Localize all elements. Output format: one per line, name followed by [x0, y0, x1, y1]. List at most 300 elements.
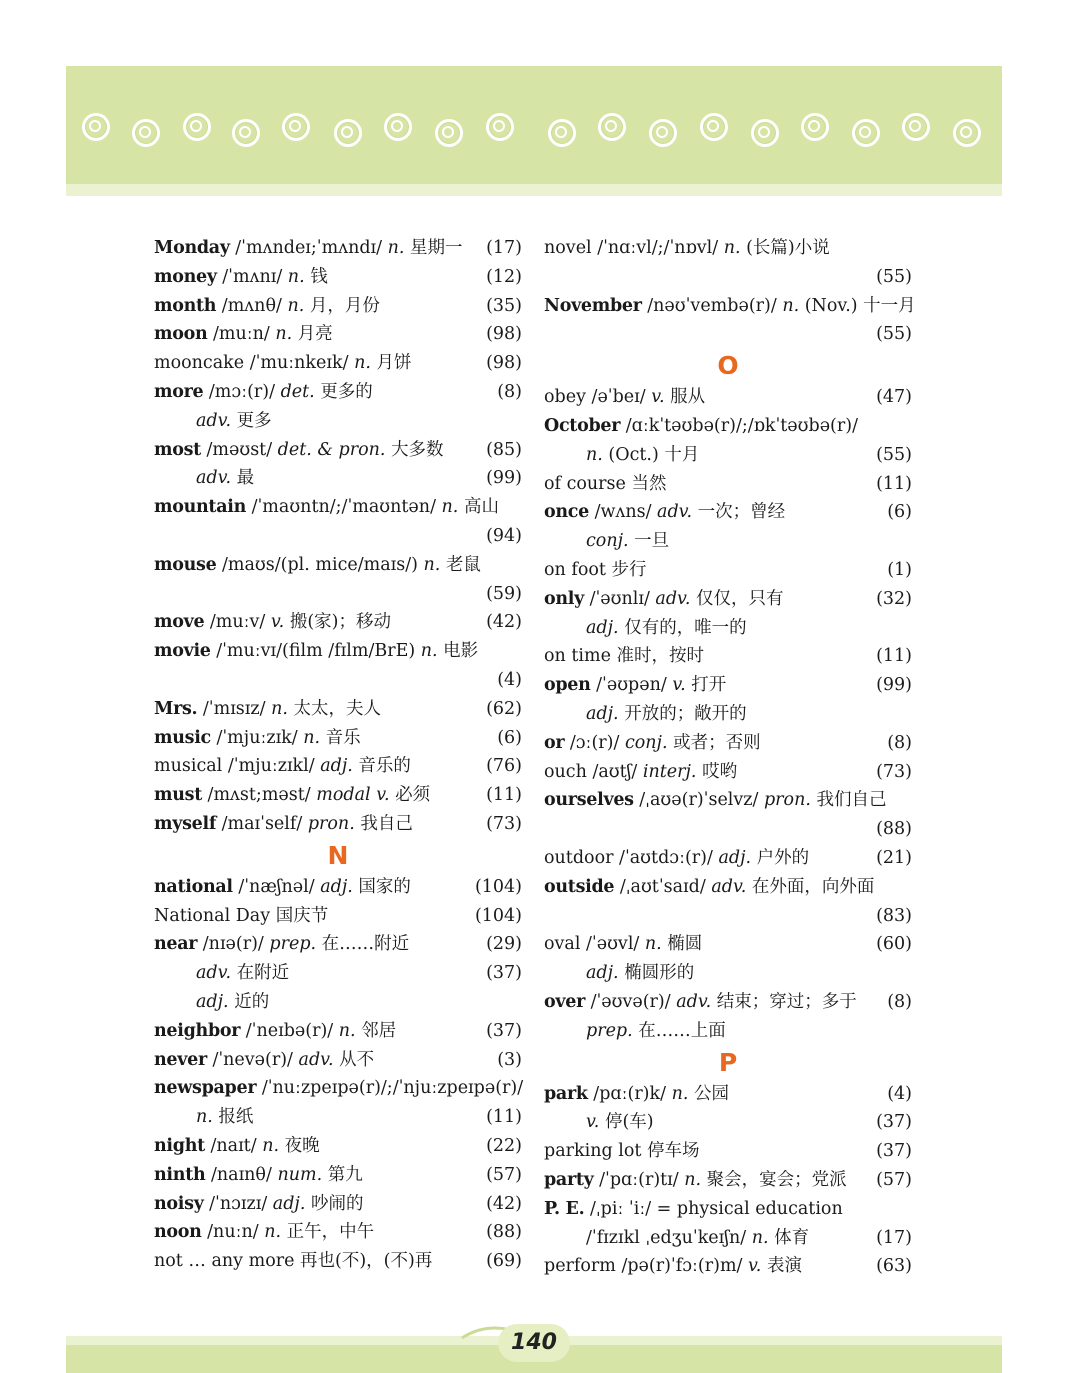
entry-part-of-speech: n.	[423, 554, 441, 575]
dictionary-entry	[154, 580, 522, 609]
page-reference: (6)	[887, 502, 912, 523]
dictionary-entry	[544, 1108, 912, 1137]
dictionary-entry	[544, 930, 912, 959]
entry-text	[154, 873, 411, 902]
page-reference: (99)	[486, 468, 522, 489]
entry-text	[544, 729, 761, 758]
entry-text	[154, 349, 411, 378]
entry-headword: Mrs.	[154, 698, 198, 719]
page-reference: (8)	[497, 381, 522, 402]
entry-part-of-speech: adv.	[196, 468, 232, 489]
dictionary-entry	[544, 498, 912, 527]
entry-body: /ˈpɑː(r)tɪ/	[593, 1169, 685, 1190]
dictionary-entry	[544, 263, 912, 292]
entry-gloss: 或者；否则	[667, 732, 761, 753]
entry-text	[544, 988, 857, 1017]
dictionary-entry	[154, 551, 522, 580]
entry-gloss: 开放的；敞开的	[618, 703, 747, 724]
entry-text	[544, 930, 702, 959]
entry-part-of-speech: adj.	[586, 963, 619, 984]
dictionary-entry	[154, 959, 522, 988]
entry-part-of-speech: n.	[354, 353, 371, 374]
entry-gloss: 公园	[688, 1083, 729, 1104]
entry-gloss: 夜晚	[279, 1135, 320, 1156]
dictionary-entry	[154, 1190, 522, 1219]
entry-text	[154, 810, 413, 839]
entry-part-of-speech: n.	[684, 1169, 702, 1190]
dictionary-entry	[544, 642, 912, 671]
entry-part-of-speech: prep.	[586, 1020, 633, 1041]
entry-part-of-speech: n.	[338, 1020, 356, 1041]
entry-part-of-speech: adv.	[655, 588, 691, 609]
dictionary-entry	[154, 752, 522, 781]
entry-headword: neighbor	[154, 1020, 241, 1041]
entry-part-of-speech: conj.	[624, 732, 668, 753]
dictionary-entry	[544, 758, 912, 787]
entry-headword: P. E.	[544, 1198, 585, 1219]
entry-part-of-speech: det.	[280, 381, 315, 402]
page-reference: (37)	[876, 1141, 912, 1162]
ring-icon	[334, 119, 362, 147]
entry-part-of-speech: n.	[196, 1107, 213, 1128]
entry-body: perform /pə(r)ˈfɔː(r)m/	[544, 1256, 748, 1277]
dictionary-entry	[544, 902, 912, 931]
dictionary-entry	[154, 464, 522, 493]
entry-gloss: 必须	[389, 785, 431, 806]
page-reference: (98)	[486, 324, 522, 345]
entry-body: musical /ˈmjuːzɪkl/	[154, 756, 321, 777]
dictionary-entry	[154, 493, 522, 522]
entry-text	[544, 234, 830, 263]
dictionary-entry	[544, 556, 912, 585]
dictionary-entry	[154, 695, 522, 724]
page-reference: (104)	[474, 876, 522, 897]
entry-headword: move	[154, 612, 205, 633]
entry-text	[586, 1224, 809, 1253]
dictionary-entry	[544, 1080, 912, 1109]
entry-text	[154, 608, 391, 637]
entry-gloss: 仅仅，只有	[690, 588, 784, 609]
entry-part-of-speech: adv.	[657, 502, 693, 523]
entry-headword: myself	[154, 813, 217, 834]
entry-part-of-speech: det. & pron.	[277, 439, 386, 460]
entry-part-of-speech: n.	[751, 1227, 769, 1248]
dictionary-entry	[154, 1074, 522, 1103]
entry-body: outdoor /ˈaʊtdɔː(r)/	[544, 847, 719, 868]
entry-gloss: 我自己	[354, 813, 413, 834]
page-reference: (11)	[486, 1107, 522, 1128]
entry-text	[544, 1166, 847, 1195]
entry-part-of-speech: adv.	[676, 991, 712, 1012]
entry-gloss: 更多的	[314, 381, 373, 402]
entry-headword: party	[544, 1169, 594, 1190]
entry-headword: near	[154, 934, 198, 955]
entry-gloss: 第九	[322, 1164, 363, 1185]
entry-part-of-speech: n.	[303, 727, 321, 748]
page-reference: (76)	[486, 756, 522, 777]
entry-gloss: 服从	[664, 387, 706, 408]
dictionary-entry	[154, 407, 522, 436]
entry-headword: national	[154, 876, 233, 897]
entry-gloss: 从不	[333, 1049, 375, 1070]
dictionary-entry	[154, 1103, 522, 1132]
dictionary-entry	[544, 786, 912, 815]
entry-gloss: 报纸	[212, 1107, 254, 1128]
entry-part-of-speech: prep.	[269, 934, 317, 955]
entry-body: /naɪt/	[204, 1135, 263, 1156]
entry-part-of-speech: v.	[270, 612, 285, 633]
dictionary-entry	[154, 1046, 522, 1075]
entry-text	[154, 320, 333, 349]
page-reference: (8)	[887, 991, 912, 1012]
dictionary-entry	[544, 470, 912, 499]
entry-gloss: 在……附近	[316, 934, 410, 955]
page-reference: (99)	[876, 675, 912, 696]
dictionary-entry	[544, 1166, 912, 1195]
entry-headword: moon	[154, 324, 208, 345]
entry-gloss: 在外面，向外面	[746, 876, 875, 897]
entry-part-of-speech: n.	[387, 238, 405, 258]
entry-headword: park	[544, 1083, 588, 1104]
dictionary-entry	[544, 383, 912, 412]
entry-part-of-speech: adv.	[196, 963, 232, 984]
page-reference: (47)	[876, 387, 912, 408]
entry-gloss: 哎哟	[696, 761, 738, 782]
page-reference: (42)	[486, 1193, 522, 1214]
entry-text	[586, 959, 694, 988]
entry-gloss: 近的	[228, 991, 270, 1012]
entry-gloss: 高山	[458, 497, 499, 518]
dictionary-entry	[154, 902, 522, 931]
entry-headword: November	[544, 295, 642, 316]
entry-part-of-speech: v.	[586, 1112, 600, 1133]
entry-headword: more	[154, 381, 204, 402]
entry-body: parking lot 停车场	[544, 1141, 700, 1162]
entry-text	[196, 959, 289, 988]
entry-body: /ˈmjuːzɪk/	[210, 727, 304, 748]
right-column	[544, 234, 916, 1281]
dictionary-entry	[544, 1137, 912, 1166]
entry-part-of-speech: n.	[287, 266, 305, 287]
entry-gloss: 表演	[761, 1256, 802, 1277]
page-reference: (98)	[486, 353, 522, 374]
page-reference: (1)	[887, 559, 912, 580]
dictionary-entry	[544, 292, 916, 321]
ring-icon	[902, 113, 930, 141]
entry-gloss: 一次；曾经	[692, 502, 786, 523]
entry-text	[154, 1132, 320, 1161]
entry-part-of-speech: n.	[275, 324, 293, 345]
entry-part-of-speech: n.	[262, 1135, 280, 1156]
entry-part-of-speech: n.	[264, 1222, 282, 1243]
page-reference: (11)	[876, 646, 912, 667]
page-reference: (83)	[876, 905, 912, 926]
entry-gloss: (Nov.) 十一月	[799, 295, 916, 316]
entry-body: /ˈneɪbə(r)/	[240, 1020, 339, 1041]
dictionary-entry	[154, 1247, 522, 1276]
entry-part-of-speech: adv.	[711, 876, 747, 897]
ring-icon	[953, 119, 981, 147]
page-reference: (73)	[486, 813, 522, 834]
dictionary-entry	[154, 263, 522, 292]
page-reference: (57)	[486, 1164, 522, 1185]
entry-body: /mɔː(r)/	[203, 381, 281, 402]
entry-text	[154, 781, 430, 810]
entry-text	[544, 292, 916, 321]
entry-body: /pɑː(r)k/	[587, 1083, 672, 1104]
entry-body: /mʌst;məst/	[201, 785, 317, 806]
dictionary-entry	[154, 436, 522, 465]
entry-gloss: 钱	[304, 266, 328, 287]
entry-gloss: 电影	[437, 641, 479, 662]
entry-headword: or	[544, 732, 565, 753]
entry-gloss: 搬(家)；移动	[284, 612, 391, 633]
entry-body: /ˈəʊvə(r)/	[585, 991, 677, 1012]
section-letter: O	[717, 351, 739, 381]
entry-text	[154, 551, 481, 580]
page-reference: (59)	[486, 583, 522, 604]
ring-icon	[232, 119, 260, 147]
page-reference: (73)	[876, 761, 912, 782]
dictionary-entry	[544, 1224, 912, 1253]
page-reference: (11)	[486, 785, 522, 806]
dictionary-entry	[154, 608, 522, 637]
entry-gloss: 椭圆形的	[618, 963, 695, 984]
ring-icon	[801, 113, 829, 141]
left-column	[154, 234, 522, 1276]
entry-body: oval /ˈəʊvl/	[544, 934, 645, 955]
ring-icon	[852, 119, 880, 147]
page-reference: (63)	[876, 1256, 912, 1277]
entry-gloss: 椭圆	[661, 934, 703, 955]
page-reference: (22)	[486, 1135, 522, 1156]
entry-text	[154, 234, 463, 263]
page-reference: (12)	[486, 266, 522, 287]
entry-body: /ˌaʊə(r)ˈselvz/	[633, 790, 764, 811]
entry-part-of-speech: n.	[420, 641, 438, 662]
entry-part-of-speech: adj.	[272, 1193, 306, 1214]
entry-text	[154, 695, 381, 724]
dictionary-entry	[154, 724, 522, 753]
page-reference: (88)	[486, 1222, 522, 1243]
entry-part-of-speech: v.	[672, 675, 686, 696]
entry-gloss: 月，月份	[304, 295, 380, 316]
entry-text	[196, 407, 272, 436]
page-reference: (37)	[876, 1112, 912, 1133]
entry-text	[544, 470, 666, 499]
entry-body: /ˈmʌnɪ/	[216, 266, 288, 287]
page-reference: (37)	[486, 1020, 522, 1041]
entry-text	[154, 378, 373, 407]
entry-gloss: 打开	[685, 675, 727, 696]
entry-body: /ˈnæʃnəl/	[232, 876, 321, 897]
entry-text	[154, 752, 411, 781]
entry-part-of-speech: n.	[644, 934, 662, 955]
entry-text	[154, 1218, 374, 1247]
decorative-rings	[0, 0, 1080, 200]
entry-part-of-speech: n.	[271, 698, 288, 719]
page-reference: (4)	[887, 1083, 912, 1104]
entry-gloss: 最	[231, 468, 255, 489]
entry-headword: ninth	[154, 1164, 206, 1185]
page-reference: (3)	[497, 1049, 522, 1070]
entry-headword: mountain	[154, 497, 247, 518]
page-reference: (55)	[876, 266, 912, 287]
entry-text	[154, 1161, 363, 1190]
entry-body: /ˈnɔɪzɪ/	[203, 1193, 273, 1214]
entry-text	[544, 873, 874, 902]
page-reference: (35)	[486, 295, 522, 316]
entry-headword: most	[154, 439, 201, 460]
entry-headword: must	[154, 785, 202, 806]
dictionary-entry	[154, 873, 522, 902]
page-reference: (17)	[876, 1227, 912, 1248]
page-reference: (8)	[887, 732, 912, 753]
entry-text	[544, 786, 886, 815]
entry-body: /mʌnθ/	[216, 295, 288, 316]
entry-headword: movie	[154, 641, 211, 662]
entry-text	[544, 1137, 699, 1166]
entry-text	[586, 614, 747, 643]
entry-gloss: 月亮	[292, 324, 333, 345]
entry-text	[154, 493, 499, 522]
entry-part-of-speech: v.	[748, 1256, 762, 1277]
entry-body: /ˈəʊnlɪ/	[584, 588, 656, 609]
page-reference: (6)	[497, 727, 522, 748]
entry-gloss: 仅有的，唯一的	[618, 617, 747, 638]
entry-body: /muːn/	[207, 324, 276, 345]
entry-text	[154, 1017, 396, 1046]
entry-headword: outside	[544, 876, 615, 897]
page-reference: (62)	[486, 698, 522, 719]
dictionary-entry	[154, 1161, 522, 1190]
entry-gloss: 停(车)	[599, 1112, 654, 1133]
ring-icon	[435, 119, 463, 147]
entry-body: /ɑːkˈtəʊbə(r)/;/ɒkˈtəʊbə(r)/	[620, 415, 858, 436]
entry-body: /ˌaʊtˈsaɪd/	[614, 876, 712, 897]
page-reference: (17)	[486, 238, 522, 258]
entry-headword: money	[154, 266, 217, 287]
entry-text	[544, 383, 705, 412]
entry-headword: newspaper	[154, 1078, 257, 1099]
entry-gloss: 邻居	[355, 1020, 397, 1041]
ring-icon	[548, 119, 576, 147]
dictionary-entry	[544, 959, 912, 988]
entry-text	[154, 1190, 364, 1219]
dictionary-entry	[154, 349, 522, 378]
dictionary-entry	[154, 320, 522, 349]
entry-headword: only	[544, 588, 585, 609]
dictionary-entry	[544, 873, 912, 902]
entry-body: /ˈnuːzpeɪpə(r)/;/ˈnjuːzpeɪpə(r)/	[256, 1078, 524, 1099]
entry-body: ouch /aʊtʃ/	[544, 761, 643, 782]
entry-body: /ˈmaʊntn/;/ˈmaʊntən/	[246, 497, 442, 518]
entry-text	[154, 1046, 374, 1075]
entry-part-of-speech: pron.	[307, 813, 355, 834]
entry-body: /ˈfɪzɪkl ˌedʒuˈkeɪʃn/	[586, 1227, 752, 1248]
entry-text	[586, 441, 699, 470]
entry-text	[154, 902, 328, 931]
ring-icon	[700, 113, 728, 141]
entry-body: mooncake /ˈmuːnkeɪk/	[154, 353, 355, 374]
entry-text	[154, 724, 361, 753]
entry-body: /ˈəʊpən/	[590, 675, 673, 696]
entry-headword: noon	[154, 1222, 202, 1243]
entry-body: /naɪnθ/	[205, 1164, 278, 1185]
dictionary-entry	[544, 441, 912, 470]
entry-text	[544, 556, 647, 585]
entry-body: /nɪə(r)/	[197, 934, 270, 955]
page-reference: (37)	[486, 963, 522, 984]
entry-body: /maʊs/(pl. mice/maɪs/)	[216, 554, 424, 575]
entry-text	[544, 1080, 729, 1109]
entry-gloss: 大多数	[385, 439, 444, 460]
dictionary-entry	[544, 700, 912, 729]
dictionary-entry	[154, 781, 522, 810]
entry-part-of-speech: pron.	[763, 790, 811, 811]
entry-headword: October	[544, 415, 621, 436]
entry-headword: night	[154, 1135, 205, 1156]
entry-gloss: 在……上面	[632, 1020, 726, 1041]
entry-gloss: 月饼	[370, 353, 412, 374]
dictionary-entry	[544, 1017, 912, 1046]
entry-body: /ˈmʌndeɪ;ˈmʌndɪ/	[229, 238, 388, 258]
page-reference: (55)	[876, 444, 912, 465]
entry-text	[154, 637, 478, 666]
entry-headword: over	[544, 991, 585, 1012]
ring-icon	[282, 113, 310, 141]
entry-part-of-speech: adv.	[196, 410, 232, 431]
entry-part-of-speech: conj.	[586, 531, 629, 552]
entry-gloss: 音乐的	[352, 756, 411, 777]
entry-text	[586, 527, 669, 556]
entry-gloss: (Oct.) 十月	[602, 444, 700, 465]
entry-part-of-speech: adj.	[718, 847, 752, 868]
page-reference: (4)	[497, 669, 522, 690]
entry-headword: mouse	[154, 554, 217, 575]
ring-icon	[751, 119, 779, 147]
entry-body: on time 准时，按时	[544, 646, 705, 667]
section-letter: N	[327, 840, 349, 870]
entry-part-of-speech: v.	[651, 387, 665, 408]
entry-headword: month	[154, 295, 217, 316]
entry-text	[196, 464, 254, 493]
dictionary-entry	[154, 637, 522, 666]
dictionary-entry	[154, 234, 522, 263]
dictionary-entry	[544, 320, 912, 349]
dictionary-entry	[154, 810, 522, 839]
entry-text	[544, 412, 858, 441]
entry-part-of-speech: interj.	[642, 761, 697, 782]
dictionary-entry	[154, 1218, 522, 1247]
page-reference: (29)	[486, 934, 522, 955]
entry-gloss: 聚会，宴会；党派	[701, 1169, 847, 1190]
entry-body: obey /əˈbeɪ/	[544, 387, 652, 408]
entry-part-of-speech: adj.	[320, 756, 353, 777]
dictionary-entry	[544, 844, 912, 873]
dictionary-entry	[154, 378, 522, 407]
dictionary-entry	[154, 1017, 522, 1046]
entry-body: /ɔː(r)/	[564, 732, 625, 753]
entry-text	[154, 292, 380, 321]
dictionary-entry	[154, 292, 522, 321]
dictionary-entry	[544, 1195, 912, 1224]
dictionary-entry	[544, 988, 912, 1017]
entry-text	[196, 988, 269, 1017]
entry-part-of-speech: adj.	[320, 876, 353, 897]
page-reference: (104)	[474, 905, 522, 926]
entry-gloss: (长篇)小说	[740, 238, 830, 258]
